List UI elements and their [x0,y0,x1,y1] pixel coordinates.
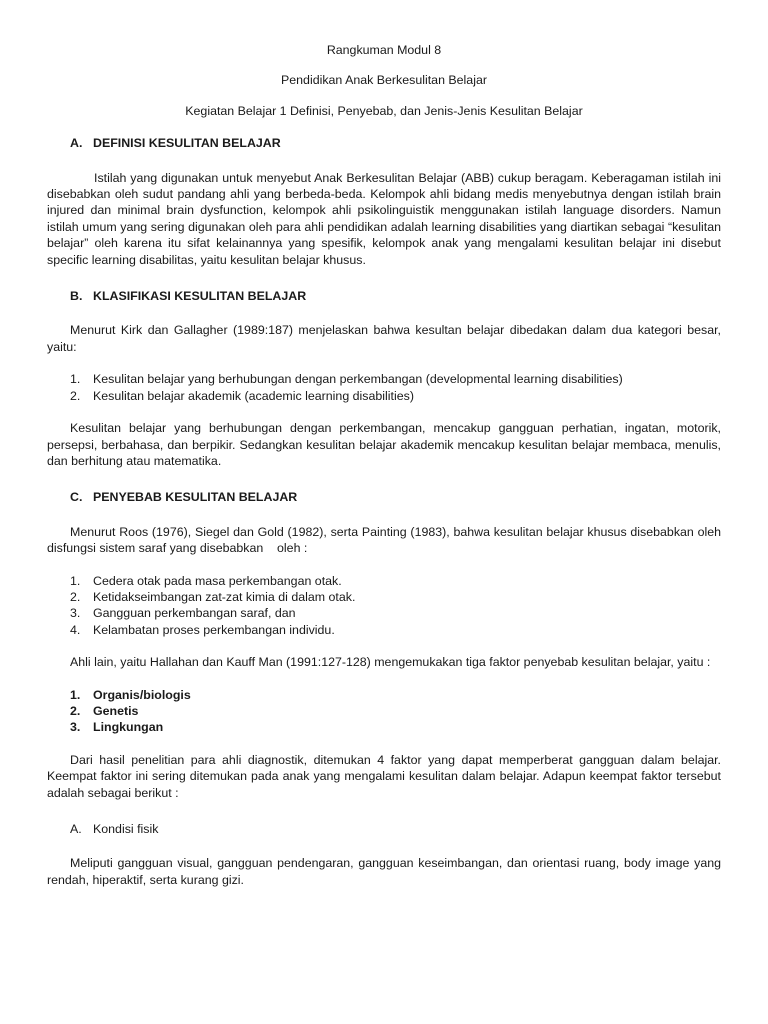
list-number: 1. [70,573,81,588]
paragraph-penyebab-intro: Menurut Roos (1976), Siegel dan Gold (1982), serta Painting (1983), bahwa kesulitan belajar khusus disebabkan oleh disfungsi sistem saraf yang disebabkan oleh : [47,524,725,556]
subsection-heading-kondisi-fisik [70,821,721,837]
list-penyebab [47,573,721,639]
paragraph-faktor-memperberat: Dari hasil penelitian para ahli diagnostik, ditemukan 4 faktor yang dapat memperberat gangguan dalam belajar. Keempat faktor ini sering ditemukan pada anak yang mengalami kesulitan dalam belajar. Adapun keempat faktor tersebut adalah sebagai berikut : [47,752,721,800]
list-text: Lingkungan [93,720,164,735]
document-title: Rangkuman Modul 8 [326,43,442,57]
list-item [70,589,721,605]
list-item [70,573,721,589]
list-item [70,719,721,735]
document-subtitle: Pendidikan Anak Berkesulitan Belajar [281,73,487,88]
section-letter: A. [70,136,83,151]
paragraph-klasifikasi-detail: Kesulitan belajar yang berhubungan dengan perkembangan, mencakup gangguan perhatian, ingatan, motorik, persepsi, berbahasa, dan berpikir. Sedangkan kesulitan belajar akademik mencakup kesulitan belajar membaca, menulis, dan berhitung atau matematika. [47,421,721,468]
list-text: Kelambatan proses perkembangan individu. [93,622,335,637]
section-letter: C. [70,490,83,505]
list-number: 1. [70,687,81,702]
list-number: 3. [70,606,81,621]
list-text: Gangguan perkembangan saraf, dan [93,606,296,621]
list-item [70,687,721,703]
section-letter: B. [70,289,83,304]
list-item [70,388,721,404]
list-text: Kesulitan belajar yang berhubungan dengan perkembangan (developmental learning disabilities) [93,372,623,387]
list-item [70,622,721,638]
list-number: 4. [70,622,81,637]
list-klasifikasi [47,371,721,404]
list-number: 1. [70,372,81,387]
list-number: 2. [70,589,81,604]
list-text: Organis/biologis [93,687,191,702]
list-text: Cedera otak pada masa perkembangan otak. [93,573,342,588]
list-number: 3. [70,720,81,735]
paragraph-klasifikasi-intro: Menurut Kirk dan Gallagher (1989:187) menjelaskan bahwa kesultan belajar dibedakan dalam dua kategori besar, yaitu: [47,323,721,354]
list-faktor-penyebab [47,687,721,736]
activity-title: Kegiatan Belajar 1 Definisi, Penyebab, dan Jenis-Jenis Kesulitan Belajar [185,103,583,118]
list-text: Genetis [93,703,139,718]
list-number: 2. [70,388,81,403]
section-heading-penyebab [70,489,721,505]
section-heading-definisi [70,135,721,151]
list-item [70,703,721,719]
list-text: Ketidakseimbangan zat-zat kimia di dalam otak. [93,589,356,604]
subsection-letter: A. [70,822,82,836]
section-heading-klasifikasi [70,288,721,304]
section-title: PENYEBAB KESULITAN BELAJAR [93,490,298,505]
paragraph-definisi: Istilah yang digunakan untuk menyebut Anak Berkesulitan Belajar (ABB) cukup beragam. Keberagaman istilah ini disebabkan oleh sudut pandang ahli yang berbeda-beda. Kelompok ahli bidang medis menyebutnya dengan istilah brain injured dan minimal brain dysfunction, kelompok ahli psikolinguistik menggunakan istilah language disorders. Namun istilah umum yang sering digunakan oleh para ahli pendidikan adalah learning disabilities yang diartikan sebagai “kesulitan belajar” oleh karena itu sifat kelainannya yang spesifik, kelompok anak yang mengalami kesulitan belajar ini disebut specific learning disabilitas, yaitu kesulitan belajar khusus. [47,170,721,267]
section-title: DEFINISI KESULITAN BELAJAR [93,136,281,151]
list-number: 2. [70,703,81,718]
list-text: Kesulitan belajar akademik (academic learning disabilities) [93,388,414,403]
list-item [70,371,721,387]
paragraph-kondisi-fisik: Meliputi gangguan visual, gangguan pendengaran, gangguan keseimbangan, dan orientasi ruang, body image yang rendah, hiperaktif, serta kurang gizi. [47,856,721,887]
subsection-title: Kondisi fisik [93,822,159,836]
list-item [70,605,721,621]
paragraph-penyebab-ahli-lain: Ahli lain, yaitu Hallahan dan Kauff Man (1991:127-128) mengemukakan tiga faktor penyebab kesulitan belajar, yaitu : [70,655,711,670]
section-title: KLASIFIKASI KESULITAN BELAJAR [93,289,307,304]
